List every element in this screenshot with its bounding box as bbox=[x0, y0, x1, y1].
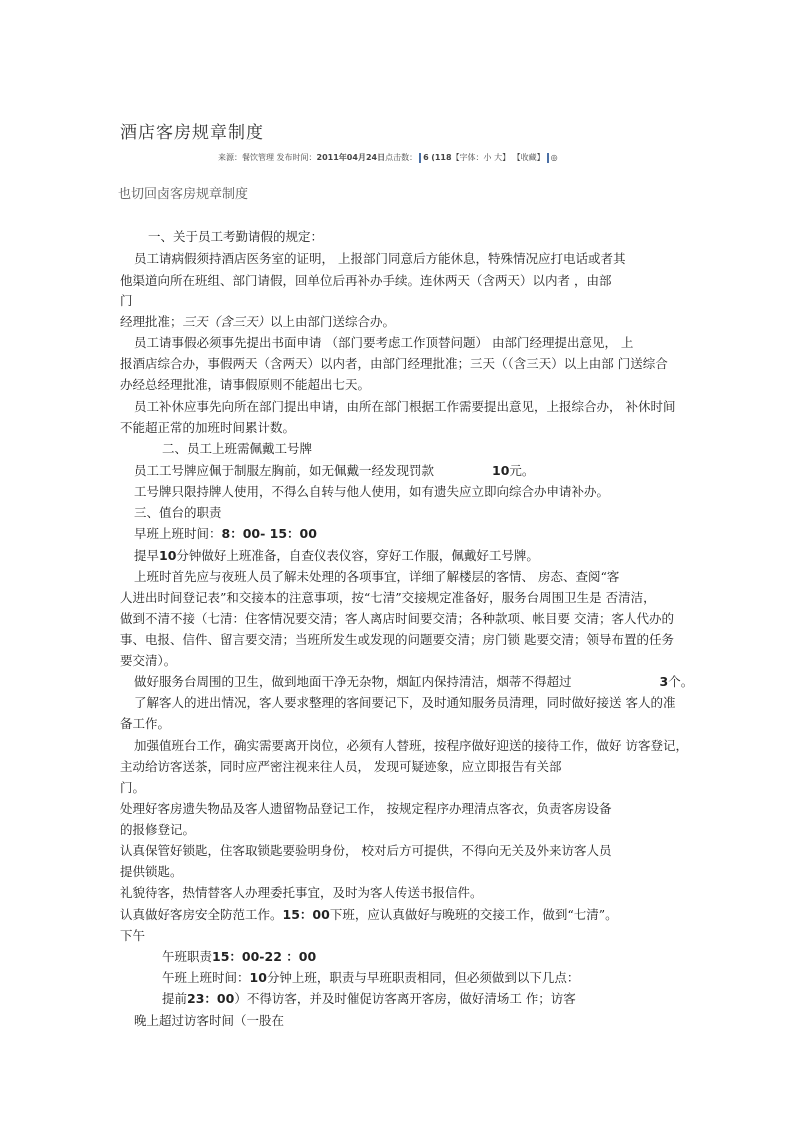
line-text: 主动给访客送茶，同时应严密注视来往人员， 发现可疑迹象，应立即报告有关部 bbox=[120, 759, 562, 774]
line-text: 认真做好客房安全防范工作。 bbox=[120, 907, 283, 922]
body-line bbox=[120, 589, 656, 607]
body-line bbox=[162, 948, 316, 966]
line-text: 分钟上班，职责与早班职责相同，但必须做到以下几点： bbox=[266, 970, 580, 985]
separator bbox=[419, 153, 421, 163]
emphasis-value: 15：00 bbox=[282, 907, 330, 922]
body-line bbox=[120, 779, 145, 797]
body-line bbox=[134, 568, 619, 586]
body-line bbox=[120, 800, 611, 818]
line-text: 认真保管好锁匙，住客取锁匙要验明身份， 校对后方可提供，不得向无关及外来访客人员 bbox=[120, 843, 612, 858]
body-line bbox=[148, 228, 323, 246]
body-line bbox=[162, 969, 579, 987]
line-text: 午班上班时间： bbox=[162, 970, 250, 985]
body-line bbox=[134, 250, 625, 268]
line-text: 上班时首先应与夜班人员了解未处理的各项事宜，详细了解楼层的客情、 房态、查阅“客 bbox=[134, 569, 620, 584]
line-text: 早班上班时间： bbox=[134, 526, 222, 541]
meta-end: ◎ bbox=[550, 153, 558, 162]
body-line bbox=[134, 737, 688, 755]
body-line bbox=[120, 313, 395, 331]
body-line bbox=[120, 376, 370, 394]
line-text: 分钟做好上班准备，自查仪表仪容，穿好工作服，佩戴好工号牌。 bbox=[176, 548, 539, 563]
font-size-link[interactable]: 【字体：小 大】 bbox=[451, 153, 511, 162]
line-text: 晚上超过访客时间（一股在 bbox=[134, 1013, 285, 1028]
line-text: 员工请病假须持酒店医务室的证明， 上报部门同意后方能休息，特殊情况应打电话或者其 bbox=[134, 251, 626, 266]
document-subtitle: 也切回卤客房规章制度 bbox=[118, 187, 249, 202]
meta-source: 来源：餐饮管理 发布时间： bbox=[218, 153, 317, 162]
body-line bbox=[120, 355, 668, 373]
line-text: 员工补休应事先向所在部门提出申请，由所在部门根据工作需要提出意见，上报综合办， 补休时间 bbox=[134, 399, 676, 414]
body-line bbox=[120, 715, 170, 733]
line-text: 个。 bbox=[668, 674, 694, 689]
line-text: 提早 bbox=[134, 548, 160, 563]
line-text: 二、员工上班需佩戴工号牌 bbox=[162, 441, 313, 456]
emphasis-value: 10 bbox=[492, 463, 510, 478]
emphasis-value: 10 bbox=[159, 548, 177, 563]
body-line bbox=[134, 398, 675, 416]
line-text: 提供锁匙。 bbox=[120, 864, 183, 879]
emphasis-value: 8：00- 15：00 bbox=[221, 526, 317, 541]
line-text: 事、电报、信件、留言要交清；当班所发生或发现的问题要交清；房门锁 匙要交清；领导布置的任务 bbox=[120, 632, 674, 647]
line-text: 以上由部门送综合办。 bbox=[270, 314, 396, 329]
meta-clicks-label: 点击数： bbox=[385, 153, 418, 162]
emphasis-value: 23：00 bbox=[187, 991, 235, 1006]
line-text: 元。 bbox=[509, 463, 535, 478]
body-line bbox=[134, 694, 675, 712]
body-line bbox=[134, 462, 534, 480]
separator bbox=[547, 153, 549, 163]
line-text: 处理好客房遗失物品及客人遗留物品登记工作， 按规定程序办理清点客衣，负责客房设备 bbox=[120, 801, 612, 816]
body-line bbox=[162, 440, 312, 458]
line-text: 一、关于员工考勤请假的规定： bbox=[148, 229, 324, 244]
emphasis-value: 15：00-22 ：00 bbox=[212, 949, 317, 964]
line-text: 报酒店综合办，事假两天（含两天）以内者，由部门经理批准；三天（（含三天）以上由部 门送综合 bbox=[120, 356, 668, 371]
line-text: 加强值班台工作，确实需要离开岗位，必须有人替班，按程序做好迎送的接待工作，做好 访客登记， bbox=[134, 738, 688, 753]
line-text: 了解客人的进出情况，客人要求整理的客间要记下，及时通知服务员清理，同时做好接送 客人的准 bbox=[134, 695, 676, 710]
line-text: 做好服务台周围的卫生，做到地面干净无杂物，烟缸内保持清洁，烟蒂不得超过 bbox=[134, 674, 572, 689]
line-text: 办经总经理批准，请事假原则不能超出七天。 bbox=[120, 377, 371, 392]
body-line bbox=[120, 292, 133, 310]
body-line bbox=[120, 842, 611, 860]
body-line bbox=[134, 504, 222, 522]
document-title: 酒店客房规章制度 bbox=[120, 123, 264, 143]
body-line bbox=[120, 652, 176, 670]
body-line bbox=[134, 483, 609, 501]
body-line bbox=[120, 610, 674, 628]
line-text: 礼貌待客，热情替客人办理委托事宜，及时为客人传送书报信件。 bbox=[120, 885, 483, 900]
line-text: 门 bbox=[120, 293, 133, 308]
meta-clicks-b: (118 bbox=[431, 153, 452, 162]
line-text: 三、值台的职责 bbox=[134, 505, 222, 520]
body-line bbox=[162, 990, 576, 1008]
line-text: 备工作。 bbox=[120, 716, 171, 731]
line-text: 提前 bbox=[162, 991, 188, 1006]
line-text: 要交清）。 bbox=[120, 653, 177, 668]
line-text: 人进出时间登记表”和交接本的注意事项，按“七清”交接规定准备好，服务台周围卫生是 否清洁， bbox=[120, 590, 656, 605]
italic-text: 三天（含三天） bbox=[182, 314, 271, 329]
emphasis-value: 10 bbox=[249, 970, 267, 985]
article-meta bbox=[218, 152, 558, 163]
line-text: 做到不清不接（七清：住客情况要交清；客人离店时间要交清；各种款项、帐目要 交清；客人代办的 bbox=[120, 611, 674, 626]
body-line bbox=[120, 272, 611, 290]
line-text: 下午 bbox=[120, 928, 146, 943]
line-text: 下班，应认真做好与晚班的交接工作，做到“七清”。 bbox=[329, 907, 618, 922]
body-line bbox=[134, 1012, 284, 1030]
line-text: 不能超正常的加班时间累计数。 bbox=[120, 420, 296, 435]
body-line bbox=[120, 884, 483, 902]
body-line bbox=[120, 631, 674, 649]
body-line bbox=[120, 906, 618, 924]
line-text: ）不得访客，并及时催促访客离开客房，做好清场工 作；访客 bbox=[234, 991, 576, 1006]
body-line bbox=[134, 334, 633, 352]
line-text: 午班职责 bbox=[162, 949, 213, 964]
meta-clicks-a: 6 bbox=[423, 153, 429, 162]
meta-date: 2011年04月24日 bbox=[316, 153, 386, 162]
body-line bbox=[120, 863, 183, 881]
body-line bbox=[120, 927, 145, 945]
line-text: 经理批准； bbox=[120, 314, 183, 329]
body-line bbox=[134, 547, 539, 565]
body-line bbox=[120, 419, 295, 437]
line-text: 工号牌只限持牌人使用，不得么自转与他人使用，如有遗失应立即向综合办申请补办。 bbox=[134, 484, 610, 499]
body-line bbox=[120, 758, 561, 776]
favorite-link[interactable]: 【收藏】 bbox=[512, 153, 545, 162]
body-line bbox=[134, 525, 317, 543]
body-line bbox=[134, 673, 693, 691]
line-text: 员工请事假必须事先提出书面申请 （部门要考虑工作顶替问题） 由部门经理提出意见， 上 bbox=[134, 335, 634, 350]
line-text: 的报修登记。 bbox=[120, 822, 196, 837]
line-text: 门。 bbox=[120, 780, 146, 795]
body-line bbox=[120, 821, 195, 839]
line-text: 他渠道向所在班组、部门请假，回单位后再补办手续。连休两天（含两天）以内者 ，由部 bbox=[120, 273, 612, 288]
emphasis-value: 3 bbox=[659, 674, 669, 689]
line-text: 员工工号牌应佩于制服左胸前，如无佩戴一经发现罚款 bbox=[134, 463, 435, 478]
